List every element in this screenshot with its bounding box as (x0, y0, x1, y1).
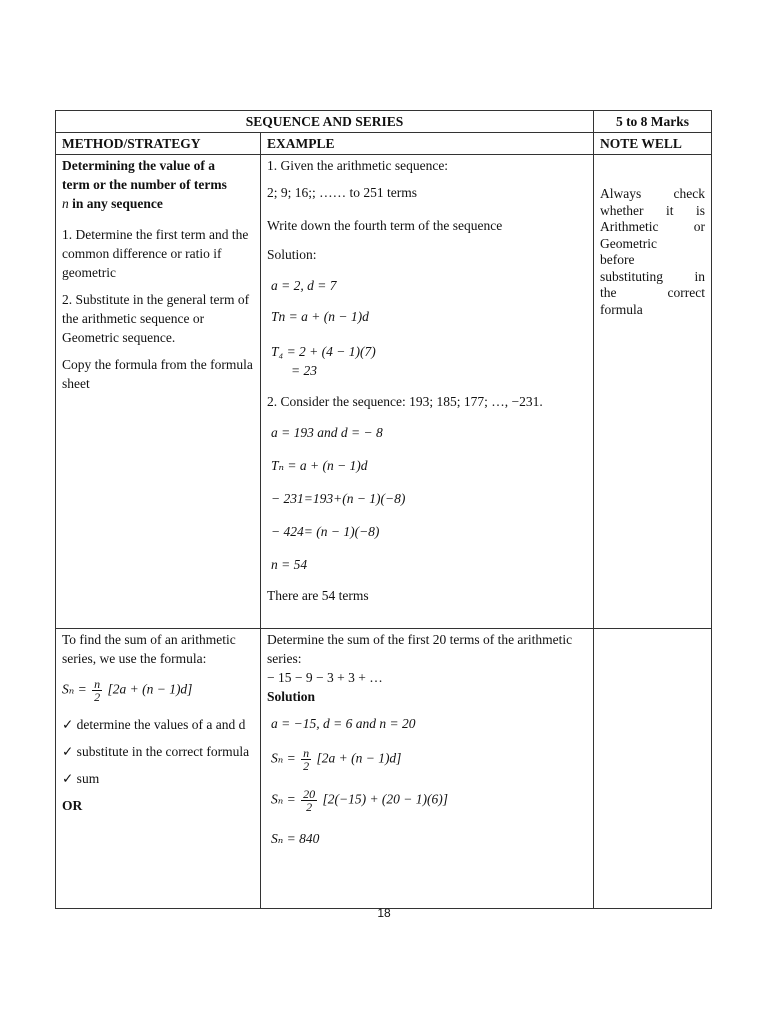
sequence-series-table (55, 110, 712, 909)
tick-step-1: ✓ determine the values of a and d (62, 717, 246, 732)
table-row (56, 629, 712, 909)
formula-rhs: [2(−15) + (20 − 1)(6)] (322, 791, 449, 807)
note-line: the correct (600, 285, 705, 300)
method-heading (62, 156, 254, 213)
math-line: Tₙ = a + (n − 1)d (271, 458, 368, 473)
solution-label: Solution: (267, 247, 317, 262)
math-line: n = 54 (271, 557, 308, 572)
math-line: a = −15, d = 6 and n = 20 (271, 716, 416, 731)
var-n: n (62, 196, 69, 211)
formula-lhs: Sₙ = (271, 750, 296, 766)
method-step-2: 2. Substitute in the general term of the arithmetic sequence or Geometric sequence. (62, 292, 250, 345)
page-number: 18 (377, 906, 391, 920)
note-text (600, 156, 705, 318)
method-heading-line: Determining the value of a (62, 158, 215, 173)
fraction-denominator: 2 (94, 690, 101, 704)
math-line (271, 788, 587, 813)
method-heading-line: term or the number of terms (62, 177, 227, 192)
column-header-example: EXAMPLE (261, 133, 594, 155)
example-conclusion: There are 54 terms (267, 588, 369, 603)
math-line: = 23 (291, 363, 317, 378)
solution-label: Solution (267, 689, 316, 704)
example-task: Write down the fourth term of the sequence (267, 218, 503, 233)
fraction-numerator: n (303, 746, 310, 760)
marks-label: 5 to 8 Marks (594, 111, 712, 133)
math-line: − 231=193+(n − 1)(−8) (271, 491, 406, 506)
example-cell (261, 629, 594, 909)
method-intro: To find the sum of an arithmetic series, we use the formula: (62, 632, 236, 666)
fraction-denominator: 2 (303, 759, 310, 773)
note-line: formula (600, 301, 643, 317)
math-line: − 424= (n − 1)(−8) (271, 524, 380, 539)
fraction-numerator: n (94, 677, 101, 691)
formula-lhs: Sₙ = (62, 681, 87, 697)
table-title-row (56, 111, 712, 133)
formula-lhs: Sₙ = (271, 791, 296, 807)
table-title: SEQUENCE AND SERIES (56, 111, 594, 133)
or-label: OR (62, 798, 83, 813)
math-line: Tn = a + (n − 1)d (271, 309, 369, 324)
sum-formula (62, 678, 254, 703)
method-cell (56, 629, 261, 909)
method-step-1: 1. Determine the first term and the common difference or ratio if geometric (62, 227, 249, 280)
math-line: Sₙ = 840 (271, 831, 320, 846)
math-line: a = 193 and d = − 8 (271, 425, 383, 440)
example-sequence: 2; 9; 16;; …… to 251 terms (267, 185, 417, 200)
column-header-row (56, 133, 712, 155)
tick-step-3: ✓ sum (62, 771, 100, 786)
column-header-note: NOTE WELL (594, 133, 712, 155)
method-heading-line (62, 194, 254, 213)
example-question: Determine the sum of the first 20 terms of the arithmetic series: (267, 632, 573, 666)
method-step-3: Copy the formula from the formula sheet (62, 357, 253, 391)
fraction-denominator: 2 (306, 800, 313, 814)
math-line: a = 2, d = 7 (271, 278, 337, 293)
formula-rhs: [2a + (n − 1)d] (107, 681, 193, 697)
note-line: Always check (600, 186, 705, 201)
heading-rest: in any sequence (68, 196, 163, 211)
note-cell (594, 629, 712, 909)
example-question-1: 1. Given the arithmetic sequence: (267, 158, 449, 173)
column-header-method: METHOD/STRATEGY (56, 133, 261, 155)
example-cell (261, 155, 594, 629)
formula-fraction (301, 788, 317, 813)
formula-fraction (301, 747, 311, 772)
method-cell (56, 155, 261, 629)
note-cell (594, 155, 712, 629)
formula-rhs: [2a + (n − 1)d] (316, 750, 402, 766)
note-line: before (600, 252, 635, 267)
fraction-numerator: 20 (303, 787, 316, 801)
note-line: substituting in (600, 268, 705, 284)
example-series: − 15 − 9 − 3 + 3 + … (267, 670, 383, 685)
tick-step-2: ✓ substitute in the correct formula (62, 744, 250, 759)
math-line: T₄ = 2 + (4 − 1)(7) (271, 344, 376, 359)
note-line: Arithmetic or (600, 219, 705, 234)
math-line (271, 747, 587, 772)
table-row (56, 155, 712, 629)
example-question-2: 2. Consider the sequence: 193; 185; 177; …, −231. (267, 394, 543, 409)
note-line: whether it is (600, 202, 705, 218)
formula-fraction (92, 678, 102, 703)
note-line: Geometric (600, 235, 657, 251)
